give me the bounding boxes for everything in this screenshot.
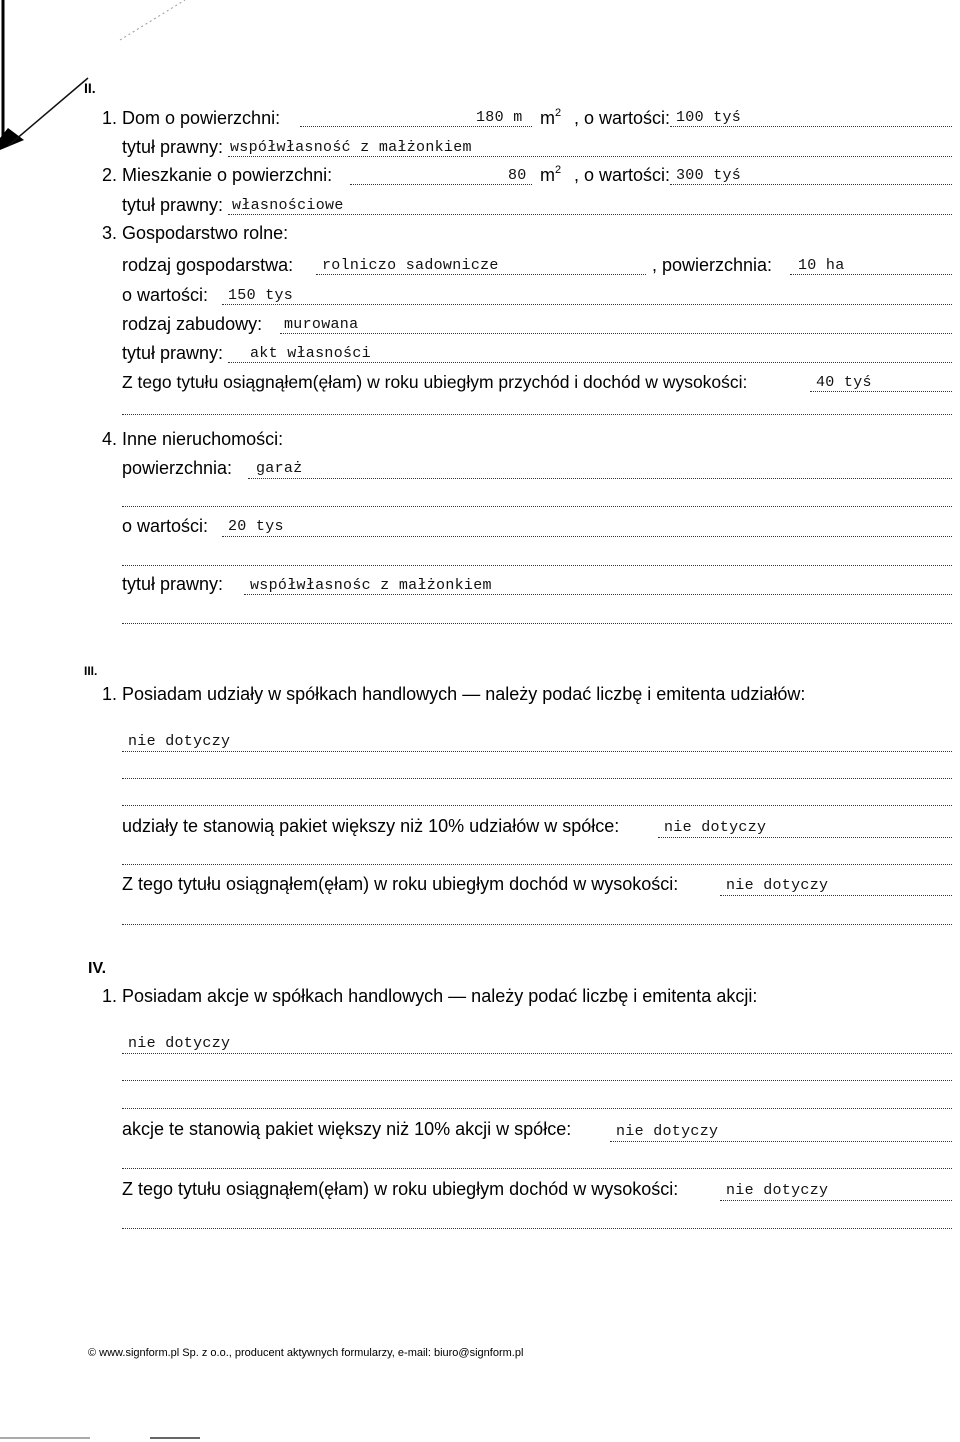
shares-income-value: nie dotyczy [726,877,829,894]
stocks-income-line [720,1200,952,1201]
stocks-line-1 [122,1053,952,1054]
stocks-pakiet-label: akcje te stanowią pakiet większy niż 10% akcji w spółce: [122,1119,572,1139]
shares-value: nie dotyczy [128,733,231,750]
shares-pakiet-label: udziały te stanowią pakiet większy niż 10% udziałów w spółce: [122,816,620,836]
item4-label: 4. Inne nieruchomości: [102,429,284,449]
item1-area-line [300,126,532,127]
item3-label: 3. Gospodarstwo rolne: [102,223,289,243]
shares-pakiet-line [658,837,952,838]
item1-unit: $m^2$ [540,107,562,128]
item2-area-line [350,184,532,185]
item3-value-label: o wartości: [122,285,209,305]
item2-value: 300 tyś [676,167,742,184]
item4-title-line [244,594,952,595]
item2-label: 2. Mieszkanie o powierzchni: [102,165,333,185]
item4-value-line [222,536,952,537]
item2-title-value: własnościowe [232,197,344,214]
item3-area-label: , powierzchnia: [652,255,773,275]
stocks-pakiet-line-2 [122,1168,952,1169]
item3-type-value: rolniczo sadownicze [322,257,499,274]
item1-title-line [228,156,952,157]
item2-value-label: , o wartości: [574,165,671,185]
item3-income-label: Z tego tytułu osiągnąłem(ęłam) w roku ubiegłym przychód i dochód w wysokości: [122,372,748,392]
item1-title-label: tytuł prawny: [122,137,224,157]
item3-type-label: rodzaj gospodarstwa: [122,255,294,275]
shares-line-1 [122,751,952,752]
item4-area-label: powierzchnia: [122,458,233,478]
item2-unit: $m^2$ [540,164,562,185]
item1-label: 1. Dom o powierzchni: [102,108,281,128]
stocks-income-label: Z tego tytułu osiągnąłem(ęłam) w roku ubiegłym dochód w wysokości: [122,1179,679,1199]
section-iii-marker: III. [84,664,98,678]
item3-area-value: 10 ha [798,257,845,274]
stocks-income-value: nie dotyczy [726,1182,829,1199]
item2-title-label: tytuł prawny: [122,195,224,215]
item4-title-label: tytuł prawny: [122,574,224,594]
item1-title-value: współwłasność z małżonkiem [230,139,472,156]
item3-building-line [280,333,952,334]
item2-value-line [670,184,952,185]
item4-value: 20 tys [228,518,284,535]
stocks-value: nie dotyczy [128,1035,231,1052]
item3-title-value: akt własności [250,345,371,362]
item3-title-label: tytuł prawny: [122,343,224,363]
item2-area-value: 80 [508,167,527,184]
shares-pakiet-value: nie dotyczy [664,819,767,836]
item3-income-line [810,391,952,392]
item4-area-line [248,478,952,479]
section-iv-marker: IV. [88,960,107,977]
stocks-pakiet-line [610,1141,952,1142]
item4-title-line-2 [122,623,952,624]
item4-value-label: o wartości: [122,516,209,536]
item1-value: 100 tyś [676,109,742,126]
shares-pakiet-line-2 [122,864,952,865]
item4-value-line-2 [122,565,952,566]
item3-building-value: murowana [284,316,359,333]
item3-type-line [316,274,646,275]
shares-line-3 [122,805,952,806]
section-ii-marker: II. [84,80,96,96]
shares-income-label: Z tego tytułu osiągnąłem(ęłam) w roku ubiegłym dochód w wysokości: [122,874,679,894]
item3-extra-line [122,414,952,415]
stocks-line-3 [122,1108,952,1109]
shares-income-line [720,895,952,896]
item3-value: 150 tys [228,287,294,304]
item4-area-value: garaż [256,460,303,477]
item3-income-value: 40 tyś [816,374,872,391]
item3-title-line [228,362,952,363]
shares-label: 1. Posiadam udziały w spółkach handlowych — należy podać liczbę i emitenta udziałów: [102,684,806,704]
stocks-line-2 [122,1080,952,1081]
shares-line-2 [122,778,952,779]
shares-income-line-2 [122,924,952,925]
item3-value-line [222,304,952,305]
item4-area-line-2 [122,506,952,507]
item2-title-line [228,214,952,215]
footer-text: © www.signform.pl Sp. z o.o., producent aktywnych formularzy, e-mail: biuro@signform.pl [88,1347,524,1359]
item1-value-line [670,126,952,127]
item3-building-label: rodzaj zabudowy: [122,314,263,334]
stocks-pakiet-value: nie dotyczy [616,1123,719,1140]
item4-title-value: współwłasnośc z małżonkiem [250,577,492,594]
item1-area-value: 180 m [476,109,523,126]
item3-area-line [790,274,952,275]
stocks-income-line-2 [122,1228,952,1229]
item1-value-label: , o wartości: [574,108,671,128]
stocks-label: 1. Posiadam akcje w spółkach handlowych — należy podać liczbę i emitenta akcji: [102,986,758,1006]
